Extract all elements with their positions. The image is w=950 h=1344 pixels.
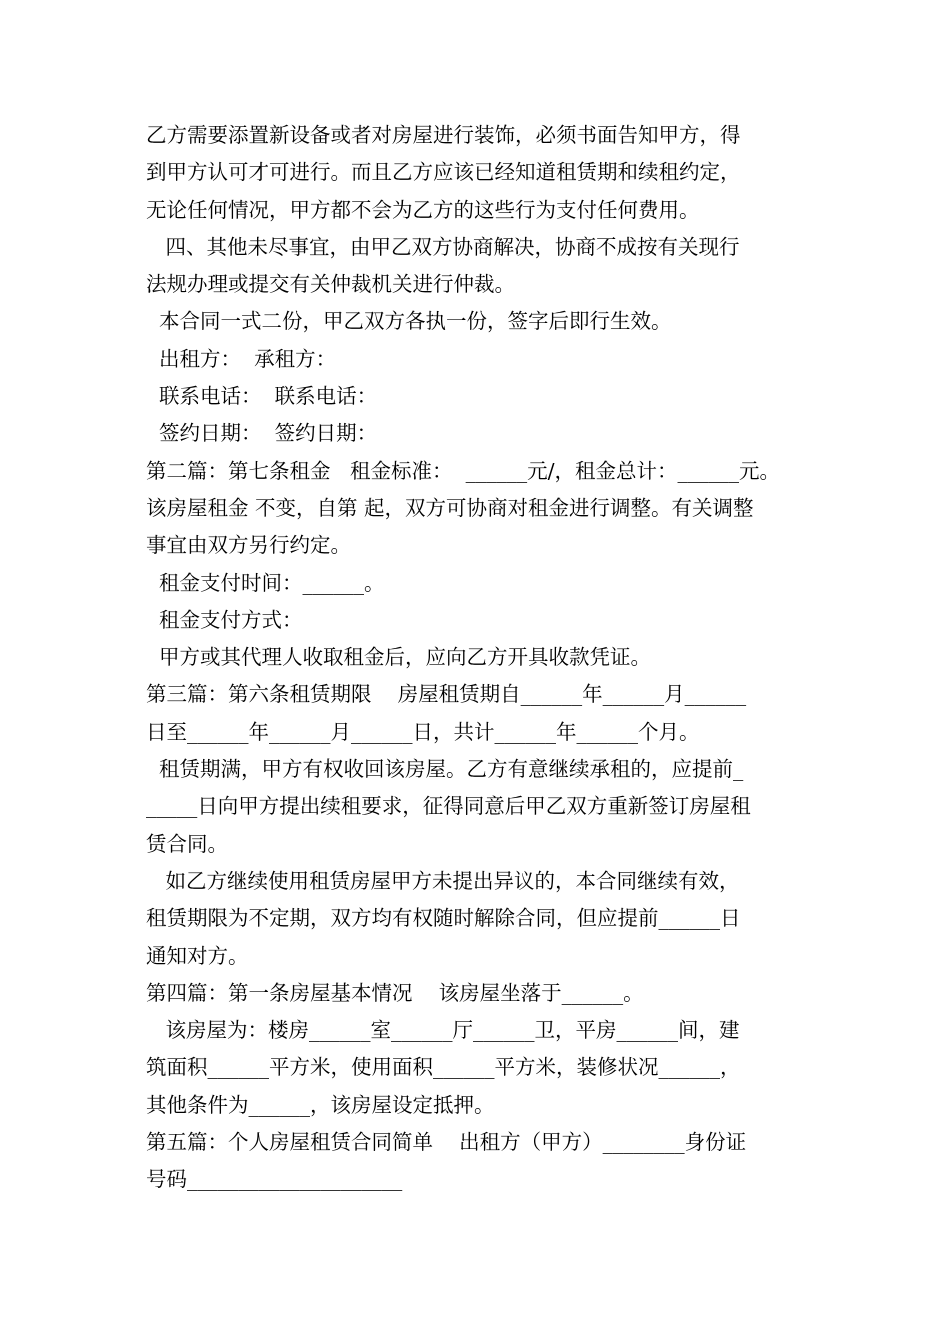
text-line: 该房屋租金 不变，自第 起，双方可协商对租金进行调整。有关调整 [146,495,754,520]
text-line: 如乙方继续使用租赁房屋甲方未提出异议的，本合同继续有效， [146,868,740,893]
text-line: 事宜由双方另行约定。 [146,533,351,558]
document-body [146,117,826,1199]
text-line: 筑面积______平方米，使用面积______平方米，装修状况______， [146,1055,741,1080]
text-line: 租赁期限为不定期，双方均有权随时解除合同，但应提前______日 [146,906,741,931]
text-line: 租金支付时间：______。 [146,570,385,595]
text-line: 本合同一式二份，甲乙双方各执一份，签字后即行生效。 [146,309,672,334]
text-line: _____日向甲方提出续租要求，征得同意后甲乙双方重新签订房屋租 [146,794,751,819]
text-line: 通知对方。 [146,943,249,968]
text-line: 号码_____________________ [146,1167,403,1192]
section-heading-line: 第二篇：第七条租金 租金标准： ______元/，租金总计：______元。 [146,458,780,483]
text-line: 无论任何情况，甲方都不会为乙方的这些行为支付任何费用。 [146,197,700,222]
text-line: 出租方： 承租方： [146,346,337,371]
text-line: 日至______年______月______日，共计______年______个月。 [146,719,700,744]
text-line: 其他条件为______，该房屋设定抵押。 [146,1092,495,1117]
text-line: 乙方需要添置新设备或者对房屋进行装饰，必须书面告知甲方，得 [146,123,741,147]
text-line: 租赁期满，甲方有权收回该房屋。乙方有意继续承租的，应提前_ [146,757,744,782]
text-line: 联系电话： 联系电话： [146,384,378,409]
text-line: 法规办理或提交有关仲裁机关进行仲裁。 [146,272,515,297]
text-line: 四、其他未尽事宜，由甲乙双方协商解决，协商不成按有关现行 [146,234,740,259]
text-line: 赁合同。 [146,831,228,856]
text-line: 租金支付方式： [146,607,303,632]
text-line: 该房屋为：楼房______室______厅______卫，平房______间，建 [146,1018,740,1043]
section-heading-line: 第五篇：个人房屋租赁合同简单 出租方（甲方）________身份证 [146,1130,747,1155]
section-heading-line: 第三篇：第六条租赁期限 房屋租赁期自______年______月______ [146,682,747,707]
text-line: 甲方或其代理人收取租金后，应向乙方开具收款凭证。 [146,645,652,670]
section-heading-line: 第四篇：第一条房屋基本情况 该房屋坐落于______。 [146,980,644,1005]
text-line: 签约日期： 签约日期： [146,421,378,446]
text-line: 到甲方认可才可进行。而且乙方应该已经知道租赁期和续租约定， [146,160,741,185]
